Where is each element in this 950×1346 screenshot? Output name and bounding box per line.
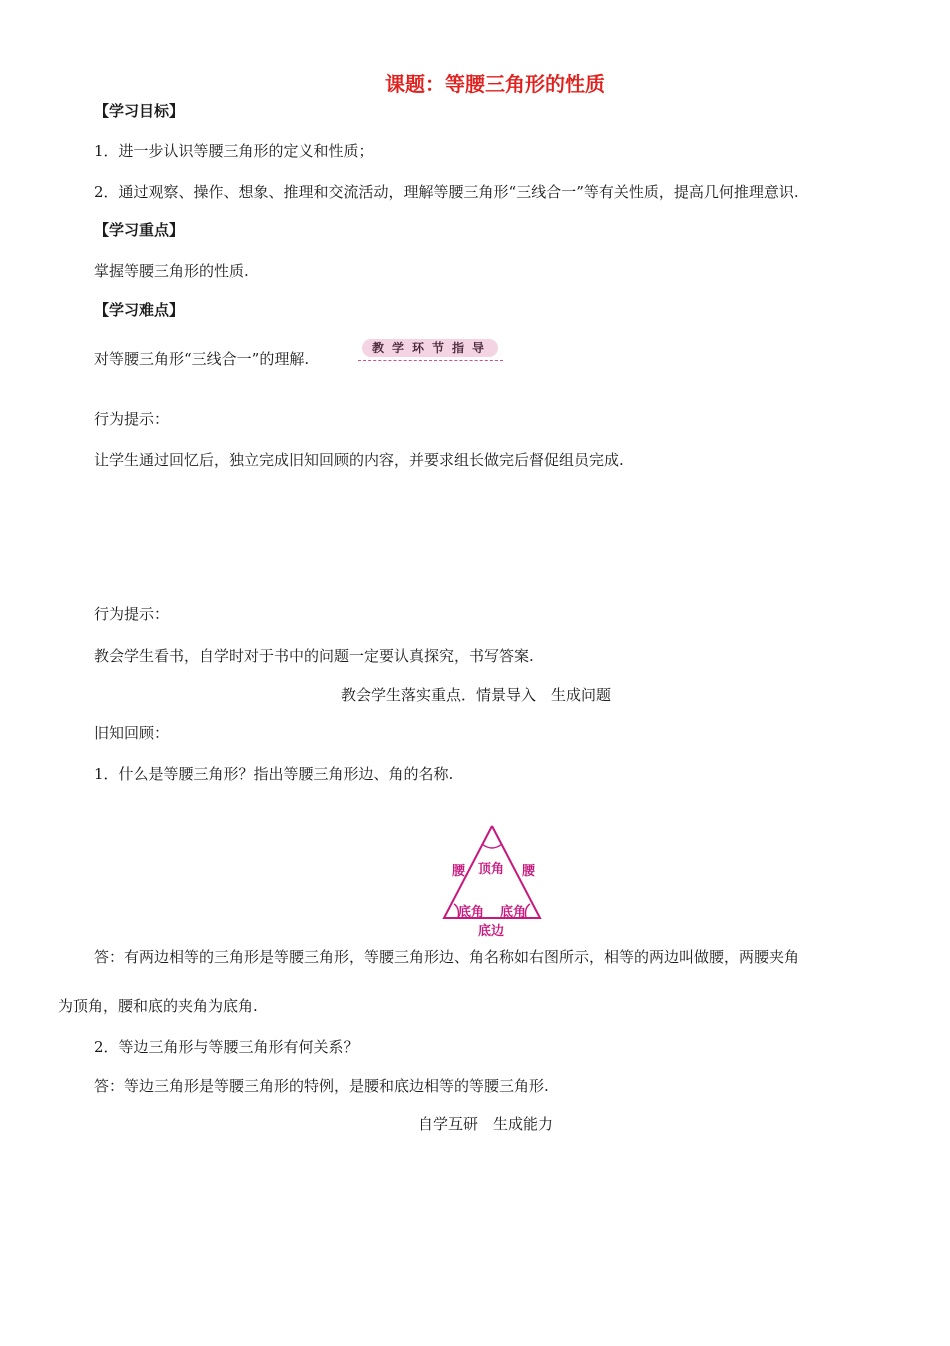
objective-item-2: 2．通过观察、操作、想象、推理和交流活动，理解等腰三角形“三线合一”等有关性质，提高几何推理意识. [94, 183, 799, 201]
hint2-label: 行为提示： [94, 605, 170, 623]
review-question-2: 2．等边三角形与等腰三角形有何关系？ [94, 1038, 359, 1056]
base-angle-left-label: 底角 [458, 905, 485, 920]
page-title: 课题：等腰三角形的性质 [385, 72, 605, 96]
difficult-points-heading: 【学习难点】 [94, 301, 185, 319]
hint2-text: 教会学生看书，自学时对于书中的问题一定要认真探究，书写答案. [94, 647, 534, 665]
apex-angle-label: 顶角 [478, 862, 505, 877]
right-leg-label: 腰 [522, 864, 536, 879]
section1-heading: 教会学生落实重点．情景导入 生成问题 [341, 686, 612, 704]
review-question-1: 1．什么是等腰三角形？指出等腰三角形边、角的名称. [94, 765, 454, 783]
objective-item-1: 1．进一步认识等腰三角形的定义和性质； [94, 142, 374, 160]
objectives-heading: 【学习目标】 [94, 102, 185, 120]
isosceles-triangle-diagram [440, 822, 550, 942]
base-angle-right-label: 底角 [500, 905, 527, 920]
base-label: 底边 [478, 924, 505, 939]
left-leg-label: 腰 [452, 864, 466, 879]
apex-angle-arc [482, 844, 502, 848]
hint1-text: 让学生通过回忆后，独立完成旧知回顾的内容，并要求组长做完后督促组员完成. [94, 451, 624, 469]
review-heading: 旧知回顾： [94, 724, 170, 742]
key-points-heading: 【学习重点】 [94, 221, 185, 239]
review-answer-2: 答：等边三角形是等腰三角形的特例，是腰和底边相等的等腰三角形. [94, 1077, 549, 1095]
right-base-angle-arc [526, 904, 531, 918]
difficult-points-text: 对等腰三角形“三线合一”的理解. [94, 350, 310, 368]
hint1-label: 行为提示： [94, 410, 170, 428]
badge-label: 教学环节指导 [372, 341, 493, 355]
review-answer-1-line2: 为顶角，腰和底的夹角为底角. [58, 997, 258, 1015]
review-answer-1-line1: 答：有两边相等的三角形是等腰三角形，等腰三角形边、角名称如右图所示，相等的两边叫做腰，两腰夹角 [94, 948, 800, 966]
key-points-text: 掌握等腰三角形的性质. [94, 262, 249, 280]
teaching-guide-badge [358, 337, 503, 361]
badge-underline [358, 360, 503, 361]
section2-heading: 自学互研 生成能力 [418, 1115, 554, 1133]
